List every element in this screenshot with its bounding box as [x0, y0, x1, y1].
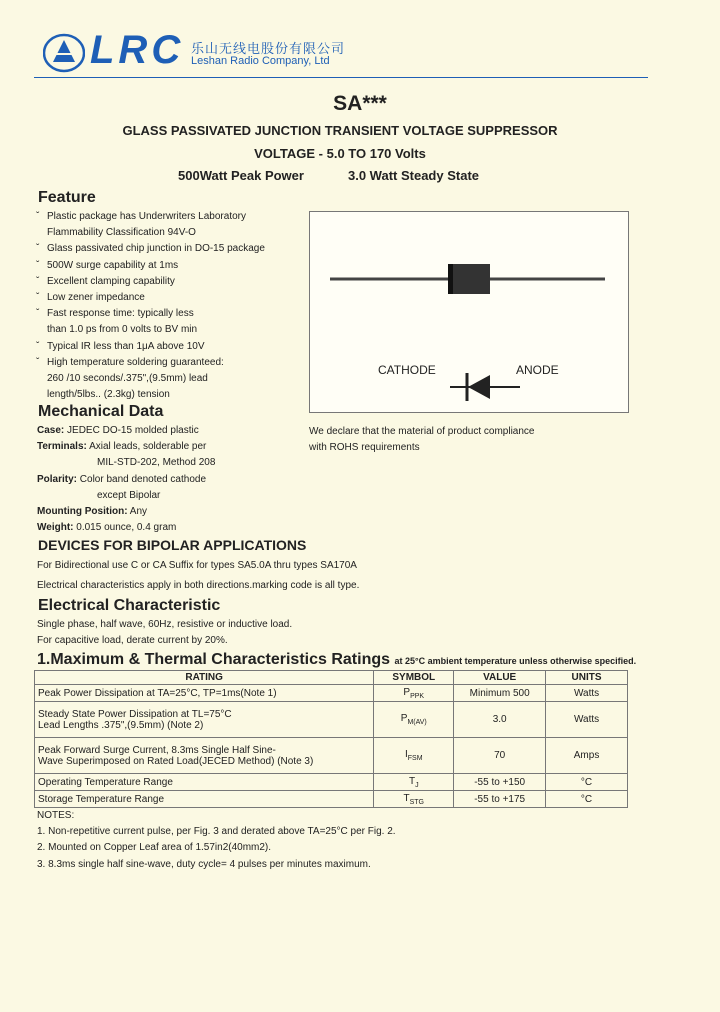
company-logo-icon [43, 32, 85, 74]
polarity-value: Color band denoted cathode [79, 473, 207, 485]
symbol-cell: $T_J$ [374, 774, 454, 791]
table-row [35, 791, 628, 808]
terminals-value: Axial leads, solderable per [89, 441, 207, 453]
table-row [35, 702, 628, 738]
ratings-heading-note: at 25°C ambient temperature unless otherwise specified. [394, 656, 637, 666]
column-header: UNITS [546, 671, 628, 685]
column-header: VALUE [454, 671, 546, 685]
notes-heading: NOTES: [37, 810, 75, 821]
list-item: ˇ Typical IR less than 1μA above 10V [36, 339, 296, 355]
rating-cell: Peak Forward Surge Current, 8.3ms Single Half Sine- Wave Superimposed on Rated Load(JECED Method) (Note 3) [35, 738, 374, 774]
list-item: ˇ Plastic package has Underwriters Laboratory [36, 209, 296, 225]
table-header-row [35, 671, 628, 685]
list-item: ˇ 500W surge capability at 1ms [36, 258, 296, 274]
units-cell: Amps [546, 738, 628, 774]
feature-list [36, 209, 296, 403]
symbol-cell: $T_{STG}$ [374, 791, 454, 808]
list-item: ˇ Excellent clamping capability [36, 274, 296, 290]
column-header: SYMBOL [374, 671, 454, 685]
case-value: JEDEC DO-15 molded plastic [67, 425, 199, 436]
page-title: SA*** [333, 92, 387, 115]
units-cell: °C [546, 774, 628, 791]
symbol-cell: $P_{PPK}$ [374, 685, 454, 702]
case-label: Case: [37, 425, 65, 436]
ratings-heading-row [37, 651, 636, 669]
rating-cell: Steady State Power Dissipation at TL=75°C Lead Lengths .375",(9.5mm) (Note 2) [35, 702, 374, 738]
value-cell: -55 to +150 [454, 774, 546, 791]
terminals-label: Terminals: [37, 441, 87, 453]
value-cell: 70 [454, 738, 546, 774]
bipolar-heading: DEVICES FOR BIPOLAR APPLICATIONS [38, 537, 307, 553]
column-header: RATING [35, 671, 374, 685]
feature-heading: Feature [38, 189, 96, 206]
peak-power: 500Watt Peak Power [178, 168, 304, 183]
list-item: ˇ Glass passivated chip junction in DO-15 package [36, 241, 296, 257]
cathode-label: CATHODE [378, 363, 436, 377]
polarity-label: Polarity: [37, 473, 78, 485]
polarity-value-2: except Bipolar [97, 489, 161, 501]
units-cell: Watts [546, 685, 628, 702]
note-item: 3. 8.3ms single half sine-wave, duty cycle= 4 pulses per minutes maximum. [37, 858, 371, 870]
company-name-en: Leshan Radio Company, Ltd [191, 55, 330, 67]
symbol-cell: $P_{M(AV)}$ [374, 702, 454, 738]
units-cell: Watts [546, 702, 628, 738]
list-item: ˇ High temperature soldering guaranteed: [36, 355, 296, 371]
electrical-text [37, 617, 637, 649]
list-item: ˇ Fast response time: typically less [36, 306, 296, 322]
rating-cell: Operating Temperature Range [35, 774, 374, 791]
mounting-value: Any [129, 506, 148, 518]
logo-text: LRC [90, 28, 185, 72]
table-row [35, 774, 628, 791]
units-cell: °C [546, 791, 628, 808]
bipolar-line: Electrical characteristics apply in both directions.marking code is all type. [37, 580, 360, 592]
declaration-line: with ROHS requirements [309, 442, 420, 454]
declaration-line: We declare that the material of product compliance [309, 426, 535, 437]
list-item: than 1.0 ps from 0 volts to BV min [47, 324, 198, 336]
value-cell: Minimum 500 [454, 685, 546, 702]
rohs-declaration [309, 424, 609, 456]
table-row [35, 685, 628, 702]
bipolar-line: For Bidirectional use C or CA Suffix for types SA5.0A thru types SA170A [37, 560, 357, 571]
rating-cell: Peak Power Dissipation at TA=25°C, TP=1ms(Note 1) [35, 685, 374, 702]
product-subtitle: GLASS PASSIVATED JUNCTION TRANSIENT VOLTAGE SUPPRESSOR [122, 123, 558, 138]
note-item: 1. Non-repetitive current pulse, per Fig. 3 and derated above TA=25°C per Fig. 2. [37, 826, 396, 838]
mechanical-data [37, 423, 307, 536]
list-item: Flammability Classification 94V-O [47, 227, 196, 239]
ratings-heading: 1.Maximum & Thermal Characteristics Ratings [37, 651, 391, 668]
note-item: 2. Mounted on Copper Leaf area of 1.57in2(40mm2). [37, 842, 272, 854]
value-cell: -55 to +175 [454, 791, 546, 808]
mounting-label: Mounting Position: [37, 506, 128, 518]
rating-cell: Storage Temperature Range [35, 791, 374, 808]
list-item: length/5lbs.. (2.3kg) tension [47, 389, 170, 401]
symbol-cell: $I_{FSM}$ [374, 738, 454, 774]
ratings-table [34, 670, 628, 808]
list-item: 260 /10 seconds/.375",(9.5mm) lead [47, 373, 208, 385]
electrical-line: Single phase, half wave, 60Hz, resistive or inductive load. [37, 619, 293, 630]
terminals-value-2: MIL-STD-202, Method 208 [97, 457, 216, 469]
mechanical-heading: Mechanical Data [38, 403, 164, 420]
electrical-line: For capacitive load, derate current by 20%. [37, 635, 228, 647]
voltage-range: VOLTAGE - 5.0 TO 170 Volts [254, 146, 426, 161]
company-name-cn: 乐山无线电股份有限公司 [191, 41, 346, 56]
notes [37, 808, 637, 873]
list-item: ˇ Low zener impedance [36, 290, 296, 306]
electrical-heading: Electrical Characteristic [38, 597, 221, 614]
diode-symbol-icon [450, 370, 520, 404]
anode-label: ANODE [516, 363, 559, 377]
table-row [35, 738, 628, 774]
package-diagram [309, 211, 629, 413]
weight-label: Weight: [37, 522, 74, 534]
weight-value: 0.015 ounce, 0.4 gram [76, 522, 177, 534]
value-cell: 3.0 [454, 702, 546, 738]
header-divider [34, 77, 648, 78]
steady-state-power: 3.0 Watt Steady State [348, 168, 480, 183]
bipolar-text [37, 558, 637, 594]
